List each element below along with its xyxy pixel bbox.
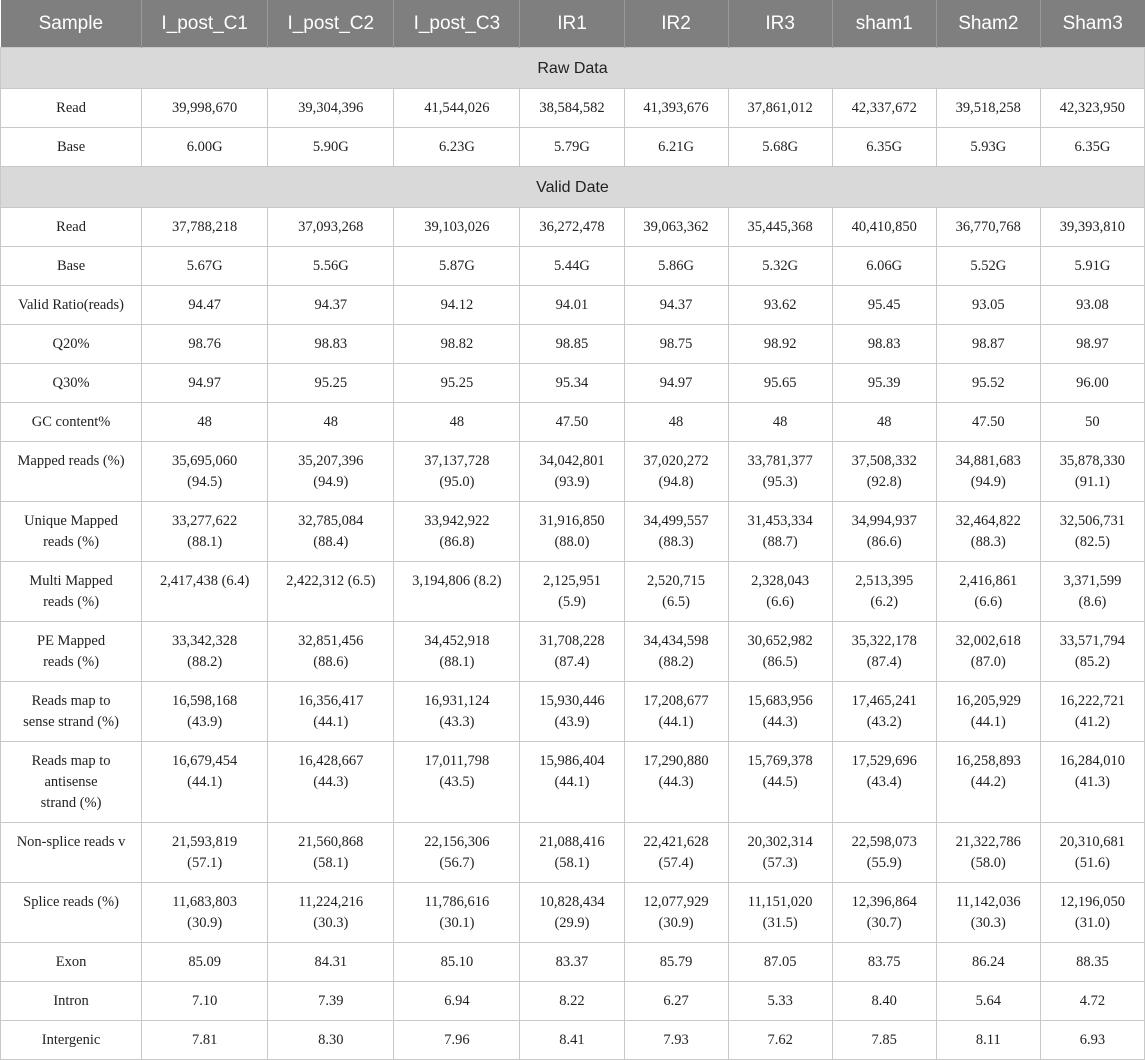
- table-cell: 32,506,731 (82.5): [1040, 502, 1144, 562]
- section-row: [1, 167, 1145, 208]
- row-label: Intergenic: [1, 1021, 142, 1060]
- table-cell: 98.76: [142, 325, 268, 364]
- table-cell: 8.11: [936, 1021, 1040, 1060]
- table-cell: 37,861,012: [728, 89, 832, 128]
- table-cell: 16,428,667 (44.3): [268, 742, 394, 823]
- row-label: Q20%: [1, 325, 142, 364]
- table-cell: 7.62: [728, 1021, 832, 1060]
- table-cell: 5.32G: [728, 247, 832, 286]
- table-header: [1, 0, 1145, 48]
- row-label: Exon: [1, 943, 142, 982]
- table-cell: 47.50: [936, 403, 1040, 442]
- table-cell: 35,878,330 (91.1): [1040, 442, 1144, 502]
- table-cell: 34,434,598 (88.2): [624, 622, 728, 682]
- table-cell: 33,942,922 (86.8): [394, 502, 520, 562]
- table-cell: 10,828,434 (29.9): [520, 883, 624, 943]
- table-cell: 16,222,721 (41.2): [1040, 682, 1144, 742]
- column-header: Sham3: [1040, 0, 1144, 48]
- table-cell: 39,393,810: [1040, 208, 1144, 247]
- table-cell: 5.67G: [142, 247, 268, 286]
- table-cell: 93.62: [728, 286, 832, 325]
- table-cell: 2,422,312 (6.5): [268, 562, 394, 622]
- table-cell: 98.83: [268, 325, 394, 364]
- table-cell: 17,011,798 (43.5): [394, 742, 520, 823]
- column-header: sham1: [832, 0, 936, 48]
- table-cell: 33,571,794 (85.2): [1040, 622, 1144, 682]
- table-cell: 98.92: [728, 325, 832, 364]
- row-label: Intron: [1, 982, 142, 1021]
- row-label: Read: [1, 208, 142, 247]
- table-cell: 48: [268, 403, 394, 442]
- table-cell: 85.09: [142, 943, 268, 982]
- table-cell: 2,416,861 (6.6): [936, 562, 1040, 622]
- table-cell: 32,002,618 (87.0): [936, 622, 1040, 682]
- table-cell: 42,323,950: [1040, 89, 1144, 128]
- table-cell: 35,445,368: [728, 208, 832, 247]
- table-cell: 16,356,417 (44.1): [268, 682, 394, 742]
- row-label: Q30%: [1, 364, 142, 403]
- column-header: IR1: [520, 0, 624, 48]
- table-cell: 31,708,228 (87.4): [520, 622, 624, 682]
- table-cell: 11,224,216 (30.3): [268, 883, 394, 943]
- table-cell: 35,695,060 (94.5): [142, 442, 268, 502]
- column-header: IR3: [728, 0, 832, 48]
- table-cell: 33,342,328 (88.2): [142, 622, 268, 682]
- table-cell: 48: [624, 403, 728, 442]
- column-header-sample: Sample: [1, 0, 142, 48]
- table-cell: 11,786,616 (30.1): [394, 883, 520, 943]
- table-cell: 22,156,306 (56.7): [394, 823, 520, 883]
- table-cell: 7.81: [142, 1021, 268, 1060]
- table-cell: 40,410,850: [832, 208, 936, 247]
- table-cell: 37,508,332 (92.8): [832, 442, 936, 502]
- table-cell: 94.97: [142, 364, 268, 403]
- section-title: Valid Date: [1, 167, 1145, 208]
- table-cell: 35,322,178 (87.4): [832, 622, 936, 682]
- table-cell: 11,142,036 (30.3): [936, 883, 1040, 943]
- table-cell: 47.50: [520, 403, 624, 442]
- table-cell: 39,103,026: [394, 208, 520, 247]
- table-cell: 98.82: [394, 325, 520, 364]
- table-cell: 6.23G: [394, 128, 520, 167]
- column-header: I_post_C2: [268, 0, 394, 48]
- table-cell: 87.05: [728, 943, 832, 982]
- table-row: [1, 982, 1145, 1021]
- table-cell: 94.37: [624, 286, 728, 325]
- table-cell: 95.39: [832, 364, 936, 403]
- table-cell: 83.75: [832, 943, 936, 982]
- table-cell: 11,151,020 (31.5): [728, 883, 832, 943]
- table-cell: 5.44G: [520, 247, 624, 286]
- table-cell: 6.94: [394, 982, 520, 1021]
- table-cell: 48: [394, 403, 520, 442]
- row-label: Base: [1, 247, 142, 286]
- table-cell: 6.35G: [832, 128, 936, 167]
- table-cell: 38,584,582: [520, 89, 624, 128]
- table-cell: 84.31: [268, 943, 394, 982]
- table-cell: 5.68G: [728, 128, 832, 167]
- section-title: Raw Data: [1, 48, 1145, 89]
- table-body: [1, 48, 1145, 1060]
- table-cell: 16,598,168 (43.9): [142, 682, 268, 742]
- table-cell: 8.30: [268, 1021, 394, 1060]
- table-cell: 5.86G: [624, 247, 728, 286]
- table-cell: 16,679,454 (44.1): [142, 742, 268, 823]
- table-cell: 12,077,929 (30.9): [624, 883, 728, 943]
- table-cell: 31,453,334 (88.7): [728, 502, 832, 562]
- row-label: Reads map to antisense strand (%): [1, 742, 142, 823]
- table-cell: 21,322,786 (58.0): [936, 823, 1040, 883]
- table-cell: 94.01: [520, 286, 624, 325]
- row-label: Mapped reads (%): [1, 442, 142, 502]
- table-row: [1, 128, 1145, 167]
- table-cell: 11,683,803 (30.9): [142, 883, 268, 943]
- table-cell: 85.10: [394, 943, 520, 982]
- table-cell: 15,769,378 (44.5): [728, 742, 832, 823]
- table-cell: 37,020,272 (94.8): [624, 442, 728, 502]
- table-cell: 22,598,073 (55.9): [832, 823, 936, 883]
- table-cell: 34,881,683 (94.9): [936, 442, 1040, 502]
- column-header: I_post_C3: [394, 0, 520, 48]
- table-cell: 16,258,893 (44.2): [936, 742, 1040, 823]
- table-cell: 16,205,929 (44.1): [936, 682, 1040, 742]
- table-cell: 5.33: [728, 982, 832, 1021]
- table-cell: 12,396,864 (30.7): [832, 883, 936, 943]
- table-cell: 2,125,951 (5.9): [520, 562, 624, 622]
- table-row: [1, 364, 1145, 403]
- table-row: [1, 286, 1145, 325]
- table-cell: 34,994,937 (86.6): [832, 502, 936, 562]
- table-cell: 42,337,672: [832, 89, 936, 128]
- table-cell: 37,788,218: [142, 208, 268, 247]
- table-cell: 12,196,050 (31.0): [1040, 883, 1144, 943]
- table-cell: 83.37: [520, 943, 624, 982]
- table-cell: 6.35G: [1040, 128, 1144, 167]
- table-cell: 98.75: [624, 325, 728, 364]
- table-cell: 93.05: [936, 286, 1040, 325]
- table-cell: 39,063,362: [624, 208, 728, 247]
- table-cell: 5.91G: [1040, 247, 1144, 286]
- table-cell: 50: [1040, 403, 1144, 442]
- table-cell: 36,770,768: [936, 208, 1040, 247]
- table-cell: 6.06G: [832, 247, 936, 286]
- table-row: [1, 502, 1145, 562]
- table-cell: 5.52G: [936, 247, 1040, 286]
- row-label: Reads map to sense strand (%): [1, 682, 142, 742]
- table-row: [1, 403, 1145, 442]
- table-cell: 5.87G: [394, 247, 520, 286]
- table-cell: 6.93: [1040, 1021, 1144, 1060]
- table-cell: 95.34: [520, 364, 624, 403]
- table-cell: 3,371,599 (8.6): [1040, 562, 1144, 622]
- table-row: [1, 682, 1145, 742]
- table-row: [1, 883, 1145, 943]
- row-label: Splice reads (%): [1, 883, 142, 943]
- table-cell: 17,465,241 (43.2): [832, 682, 936, 742]
- table-cell: 95.65: [728, 364, 832, 403]
- table-cell: 95.52: [936, 364, 1040, 403]
- row-label: Non-splice reads v: [1, 823, 142, 883]
- table-cell: 37,093,268: [268, 208, 394, 247]
- table-cell: 15,683,956 (44.3): [728, 682, 832, 742]
- table-row: [1, 89, 1145, 128]
- table-cell: 20,302,314 (57.3): [728, 823, 832, 883]
- table-row: [1, 325, 1145, 364]
- table-cell: 85.79: [624, 943, 728, 982]
- table-row: [1, 823, 1145, 883]
- section-row: [1, 48, 1145, 89]
- table-cell: 36,272,478: [520, 208, 624, 247]
- table-cell: 39,304,396: [268, 89, 394, 128]
- table-cell: 34,042,801 (93.9): [520, 442, 624, 502]
- table-cell: 16,284,010 (41.3): [1040, 742, 1144, 823]
- table-cell: 35,207,396 (94.9): [268, 442, 394, 502]
- column-header: I_post_C1: [142, 0, 268, 48]
- table-row: [1, 442, 1145, 502]
- table-cell: 96.00: [1040, 364, 1144, 403]
- table-cell: 41,544,026: [394, 89, 520, 128]
- table-cell: 95.25: [268, 364, 394, 403]
- header-row: [1, 0, 1145, 48]
- table-cell: 8.41: [520, 1021, 624, 1060]
- table-cell: 7.93: [624, 1021, 728, 1060]
- table-cell: 17,290,880 (44.3): [624, 742, 728, 823]
- table-cell: 93.08: [1040, 286, 1144, 325]
- table-cell: 2,417,438 (6.4): [142, 562, 268, 622]
- table-row: [1, 562, 1145, 622]
- table-cell: 17,529,696 (43.4): [832, 742, 936, 823]
- table-cell: 6.00G: [142, 128, 268, 167]
- row-label: Base: [1, 128, 142, 167]
- table-cell: 88.35: [1040, 943, 1144, 982]
- row-label: Valid Ratio(reads): [1, 286, 142, 325]
- table-cell: 5.79G: [520, 128, 624, 167]
- table-cell: 98.87: [936, 325, 1040, 364]
- table-cell: 94.37: [268, 286, 394, 325]
- table-cell: 15,930,446 (43.9): [520, 682, 624, 742]
- table-row: [1, 622, 1145, 682]
- table-cell: 32,464,822 (88.3): [936, 502, 1040, 562]
- column-header: IR2: [624, 0, 728, 48]
- table-cell: 8.22: [520, 982, 624, 1021]
- table-cell: 5.93G: [936, 128, 1040, 167]
- row-label: Unique Mapped reads (%): [1, 502, 142, 562]
- table-cell: 86.24: [936, 943, 1040, 982]
- table-cell: 34,499,557 (88.3): [624, 502, 728, 562]
- table-cell: 94.12: [394, 286, 520, 325]
- table-cell: 32,851,456 (88.6): [268, 622, 394, 682]
- table-cell: 7.85: [832, 1021, 936, 1060]
- table-cell: 5.56G: [268, 247, 394, 286]
- table-cell: 16,931,124 (43.3): [394, 682, 520, 742]
- table-cell: 94.47: [142, 286, 268, 325]
- table-cell: 5.64: [936, 982, 1040, 1021]
- table-cell: 5.90G: [268, 128, 394, 167]
- table-cell: 8.40: [832, 982, 936, 1021]
- table-cell: 15,986,404 (44.1): [520, 742, 624, 823]
- table-row: [1, 742, 1145, 823]
- table-cell: 7.96: [394, 1021, 520, 1060]
- table-cell: 2,513,395 (6.2): [832, 562, 936, 622]
- row-label: Read: [1, 89, 142, 128]
- table-cell: 6.21G: [624, 128, 728, 167]
- table-cell: 7.39: [268, 982, 394, 1021]
- row-label: GC content%: [1, 403, 142, 442]
- table-row: [1, 943, 1145, 982]
- table-cell: 34,452,918 (88.1): [394, 622, 520, 682]
- table-cell: 17,208,677 (44.1): [624, 682, 728, 742]
- table-cell: 41,393,676: [624, 89, 728, 128]
- table-cell: 21,088,416 (58.1): [520, 823, 624, 883]
- column-header: Sham2: [936, 0, 1040, 48]
- table-cell: 7.10: [142, 982, 268, 1021]
- table-cell: 31,916,850 (88.0): [520, 502, 624, 562]
- table-cell: 94.97: [624, 364, 728, 403]
- table-cell: 3,194,806 (8.2): [394, 562, 520, 622]
- table-cell: 48: [832, 403, 936, 442]
- table-cell: 4.72: [1040, 982, 1144, 1021]
- table-cell: 48: [142, 403, 268, 442]
- table-cell: 33,277,622 (88.1): [142, 502, 268, 562]
- table-cell: 98.97: [1040, 325, 1144, 364]
- table-cell: 21,593,819 (57.1): [142, 823, 268, 883]
- table-row: [1, 247, 1145, 286]
- table-cell: 33,781,377 (95.3): [728, 442, 832, 502]
- table-row: [1, 208, 1145, 247]
- table-cell: 2,328,043 (6.6): [728, 562, 832, 622]
- table-cell: 39,998,670: [142, 89, 268, 128]
- row-label: PE Mapped reads (%): [1, 622, 142, 682]
- table-cell: 32,785,084 (88.4): [268, 502, 394, 562]
- table-cell: 6.27: [624, 982, 728, 1021]
- table-cell: 39,518,258: [936, 89, 1040, 128]
- table-cell: 98.83: [832, 325, 936, 364]
- table-cell: 21,560,868 (58.1): [268, 823, 394, 883]
- table-cell: 95.25: [394, 364, 520, 403]
- table-cell: 2,520,715 (6.5): [624, 562, 728, 622]
- table-cell: 30,652,982 (86.5): [728, 622, 832, 682]
- table-cell: 22,421,628 (57.4): [624, 823, 728, 883]
- table-cell: 37,137,728 (95.0): [394, 442, 520, 502]
- table-cell: 95.45: [832, 286, 936, 325]
- table-row: [1, 1021, 1145, 1060]
- table-cell: 48: [728, 403, 832, 442]
- row-label: Multi Mapped reads (%): [1, 562, 142, 622]
- table-cell: 20,310,681 (51.6): [1040, 823, 1144, 883]
- table-cell: 98.85: [520, 325, 624, 364]
